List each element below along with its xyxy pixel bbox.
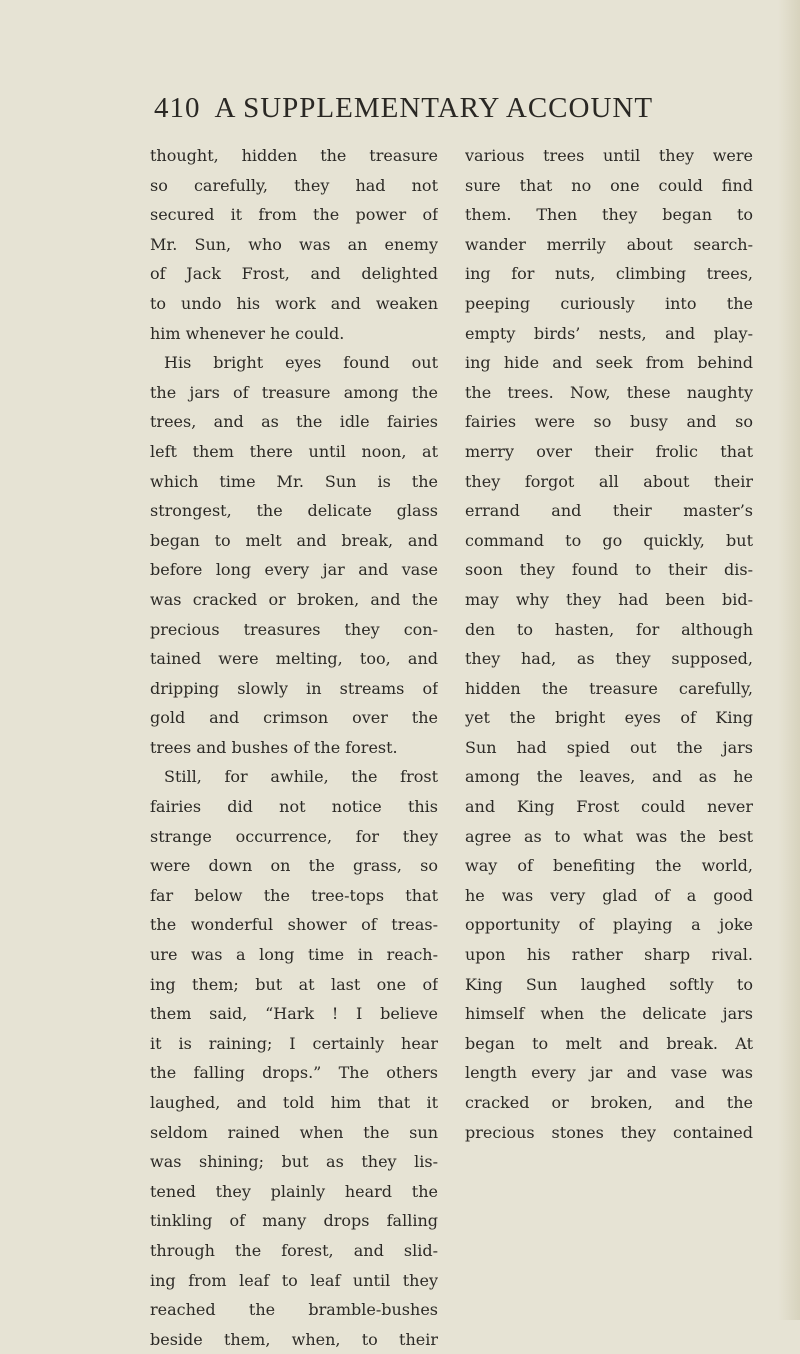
text-line: trees and bushes of the forest. bbox=[150, 737, 398, 757]
text-line: yet the bright eyes of King bbox=[465, 708, 753, 728]
text-line: hidden the treasure carefully, bbox=[465, 678, 753, 698]
text-line: began to melt and break, and bbox=[150, 530, 438, 550]
text-line: began to melt and break. At bbox=[465, 1033, 753, 1053]
text-line: command to go quickly, but bbox=[465, 530, 753, 550]
text-line: fairies did not notice this bbox=[150, 797, 438, 817]
text-line: it is raining; I certainly hear bbox=[150, 1033, 438, 1053]
text-line: reached the bramble-bushes bbox=[150, 1300, 438, 1320]
text-line: left them there until noon, at bbox=[150, 441, 438, 461]
text-line: so carefully, they had not bbox=[150, 175, 438, 195]
text-line: ing for nuts, climbing trees, bbox=[465, 264, 753, 284]
running-title: A SUPPLEMENTARY ACCOUNT bbox=[214, 92, 654, 124]
text-line: him whenever he could. bbox=[150, 323, 345, 343]
text-line: ing hide and seek from behind bbox=[465, 353, 753, 373]
text-line: among the leaves, and as he bbox=[465, 767, 753, 787]
text-line: ing from leaf to leaf until they bbox=[150, 1270, 438, 1290]
text-line: strongest, the delicate glass bbox=[150, 501, 438, 521]
text-line: the jars of treasure among the bbox=[150, 382, 438, 402]
text-line: the trees. Now, these naughty bbox=[465, 382, 753, 402]
text-line: fairies were so busy and so bbox=[465, 412, 753, 432]
text-line: tened they plainly heard the bbox=[150, 1181, 438, 1201]
text-line: precious treasures they con- bbox=[150, 619, 438, 639]
text-line: laughed, and told him that it bbox=[150, 1093, 438, 1112]
text-line: may why they had been bid- bbox=[465, 589, 753, 609]
text-line: errand and their master’s bbox=[465, 501, 753, 521]
text-line: den to hasten, for although bbox=[465, 619, 753, 639]
text-line: trees, and as the idle fairies bbox=[150, 412, 438, 432]
text-line: empty birds’ nests, and play- bbox=[465, 323, 753, 343]
text-line: dripping slowly in streams of bbox=[150, 678, 438, 698]
text-line: His bright eyes found out bbox=[164, 353, 438, 373]
running-header bbox=[154, 92, 740, 125]
text-line: agree as to what was the best bbox=[465, 826, 753, 846]
text-line: them. Then they began to bbox=[465, 205, 753, 225]
text-line: tained were melting, too, and bbox=[150, 649, 438, 669]
text-line: he was very glad of a good bbox=[465, 885, 753, 905]
text-line: Mr. Sun, who was an enemy bbox=[150, 234, 438, 254]
text-line: precious stones they contained bbox=[465, 1122, 753, 1142]
text-line: before long every jar and vase bbox=[150, 560, 438, 580]
text-line: seldom rained when the sun bbox=[150, 1122, 438, 1142]
text-line: the falling drops.” The others bbox=[150, 1063, 438, 1083]
text-line: way of benefiting the world, bbox=[465, 856, 753, 876]
text-line: sure that no one could find bbox=[465, 175, 753, 195]
text-line: to undo his work and weaken bbox=[150, 293, 438, 313]
text-line: were down on the grass, so bbox=[150, 856, 438, 876]
left-text-column bbox=[150, 141, 438, 1354]
page-number: 410 bbox=[154, 92, 201, 124]
text-line: they forgot all about their bbox=[465, 471, 753, 491]
text-line: merry over their frolic that bbox=[465, 441, 753, 461]
text-line: the wonderful shower of treas- bbox=[150, 915, 438, 935]
page-edge-shadow bbox=[778, 0, 800, 1320]
text-line: length every jar and vase was bbox=[465, 1063, 753, 1083]
text-line: Sun had spied out the jars bbox=[465, 737, 753, 757]
text-line: tinkling of many drops falling bbox=[150, 1211, 438, 1231]
text-line: which time Mr. Sun is the bbox=[150, 471, 438, 491]
text-line: was cracked or broken, and the bbox=[150, 589, 438, 609]
text-line: soon they found to their dis- bbox=[465, 560, 753, 580]
text-line: upon his rather sharp rival. bbox=[465, 945, 753, 965]
text-line: cracked or broken, and the bbox=[465, 1093, 753, 1112]
text-line: far below the tree-tops that bbox=[150, 885, 438, 905]
text-line: through the forest, and slid- bbox=[150, 1240, 438, 1260]
text-line: they had, as they supposed, bbox=[465, 649, 753, 669]
text-line: ing them; but at last one of bbox=[150, 974, 438, 994]
text-line: himself when the delicate jars bbox=[465, 1004, 753, 1024]
text-line: strange occurrence, for they bbox=[150, 826, 438, 846]
text-line: thought, hidden the treasure bbox=[150, 146, 438, 165]
text-line: and King Frost could never bbox=[465, 797, 753, 817]
text-line: King Sun laughed softly to bbox=[465, 974, 753, 994]
text-line: ure was a long time in reach- bbox=[150, 945, 438, 965]
text-line: Still, for awhile, the frost bbox=[164, 767, 438, 787]
text-line: of Jack Frost, and delighted bbox=[150, 264, 438, 284]
text-line: secured it from the power of bbox=[150, 205, 438, 225]
text-line: beside them, when, to their bbox=[150, 1329, 438, 1349]
text-line: them said, “Hark ! I believe bbox=[150, 1004, 438, 1024]
text-line: was shining; but as they lis- bbox=[150, 1152, 438, 1172]
text-line: opportunity of playing a joke bbox=[465, 915, 753, 935]
text-line: gold and crimson over the bbox=[150, 708, 438, 728]
text-line: various trees until they were bbox=[465, 146, 753, 165]
text-line: peeping curiously into the bbox=[465, 293, 753, 313]
text-line: wander merrily about search- bbox=[465, 234, 753, 254]
right-text-column bbox=[465, 141, 753, 1147]
